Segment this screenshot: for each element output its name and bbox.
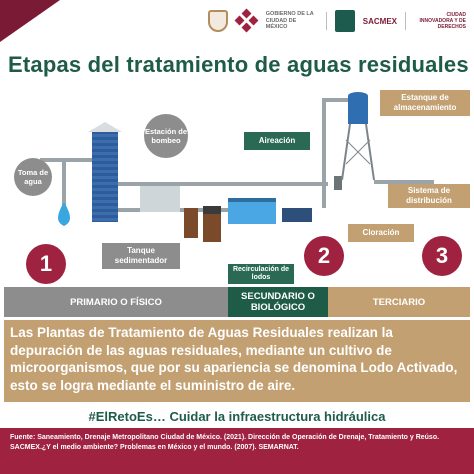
intake-pipe (40, 158, 100, 162)
corner-accent (0, 0, 60, 42)
step-1-badge: 1 (26, 244, 66, 284)
storage-tank-body (348, 96, 368, 124)
water-drop-icon (58, 202, 70, 226)
sistema-distribucion-label: Sistema de distribución (388, 184, 470, 208)
estanque-almacenamiento-label: Estanque de almacenamiento (380, 90, 470, 116)
tower-leg-left (342, 124, 350, 180)
recirculacion-lodos-label: Recirculación de lodos (228, 264, 294, 284)
header-bar (0, 0, 474, 42)
footer-source: Fuente: Saneamiento, Drenaje Metropolitano Ciudad de México. (2021). Dirección de Operación de Drenaje, Tratamiento y Reúso. SACMEX.¿Y el medio ambiente? Problemas en México y el mundo. (2007). SEMARNAT. (10, 434, 440, 451)
aeration-basin-rim (228, 198, 276, 202)
footer (0, 428, 474, 474)
stage-band (4, 287, 470, 317)
sludge-unit-cap (203, 206, 221, 214)
cdmx-logo (236, 10, 258, 32)
info-text: Las Plantas de Tratamiento de Aguas Residuales realizan la depuración de las aguas residuales, mediante un cultivo de microorganismos, que por su apariencia se denomina Lodo Activado, esto se logra mediante el suministro de aire. (10, 325, 458, 393)
innovadora-text: CIUDAD INNOVADORA Y DE DERECHOS (419, 12, 466, 30)
estacion-bombeo-label: Estación de bombeo (144, 114, 188, 158)
divider (405, 12, 406, 30)
info-panel (4, 320, 470, 402)
sedimentation-tank-body (140, 186, 180, 212)
sacmex-logo (335, 10, 355, 32)
page-title: Etapas del tratamiento de aguas residuales (8, 52, 469, 77)
step-2-badge: 2 (304, 236, 344, 276)
coat-of-arms-logo (208, 10, 228, 32)
tower-leg-right (366, 124, 374, 180)
riser-pipe (322, 98, 326, 208)
top-pipe (322, 98, 352, 102)
stage-terciario: TERCIARIO (328, 287, 470, 317)
toma-agua-label: Toma de agua (14, 158, 52, 196)
sludge-unit-1 (184, 208, 198, 238)
sacmex-text: SACMEX (362, 16, 397, 26)
logo-row (208, 10, 466, 32)
clarifier (282, 208, 312, 222)
stage-primario: PRIMARIO O FÍSICO (4, 287, 228, 317)
pumping-tower-stripes (92, 132, 118, 222)
pumping-tower-roof (88, 122, 122, 132)
cloracion-label: Cloración (348, 224, 414, 242)
stage-secundario: SECUNDARIO O BIOLÓGICO (228, 287, 328, 317)
aeration-basin (228, 202, 276, 224)
valve (334, 176, 342, 190)
treatment-diagram (0, 80, 474, 285)
gov-text: GOBIERNO DE LA CIUDAD DE MÉXICO (265, 11, 314, 31)
tanque-sedimentador-label: Tanque sedimentador (102, 243, 180, 269)
main-pipe (118, 182, 328, 186)
step-3-badge: 3 (422, 236, 462, 276)
sludge-unit-2 (203, 212, 221, 242)
aireacion-label: Aireación (244, 132, 310, 150)
divider (326, 12, 327, 30)
intake-drop-pipe (62, 158, 66, 208)
hashtag: #ElRetoEs… Cuidar la infraestructura hidráulica (88, 408, 386, 424)
